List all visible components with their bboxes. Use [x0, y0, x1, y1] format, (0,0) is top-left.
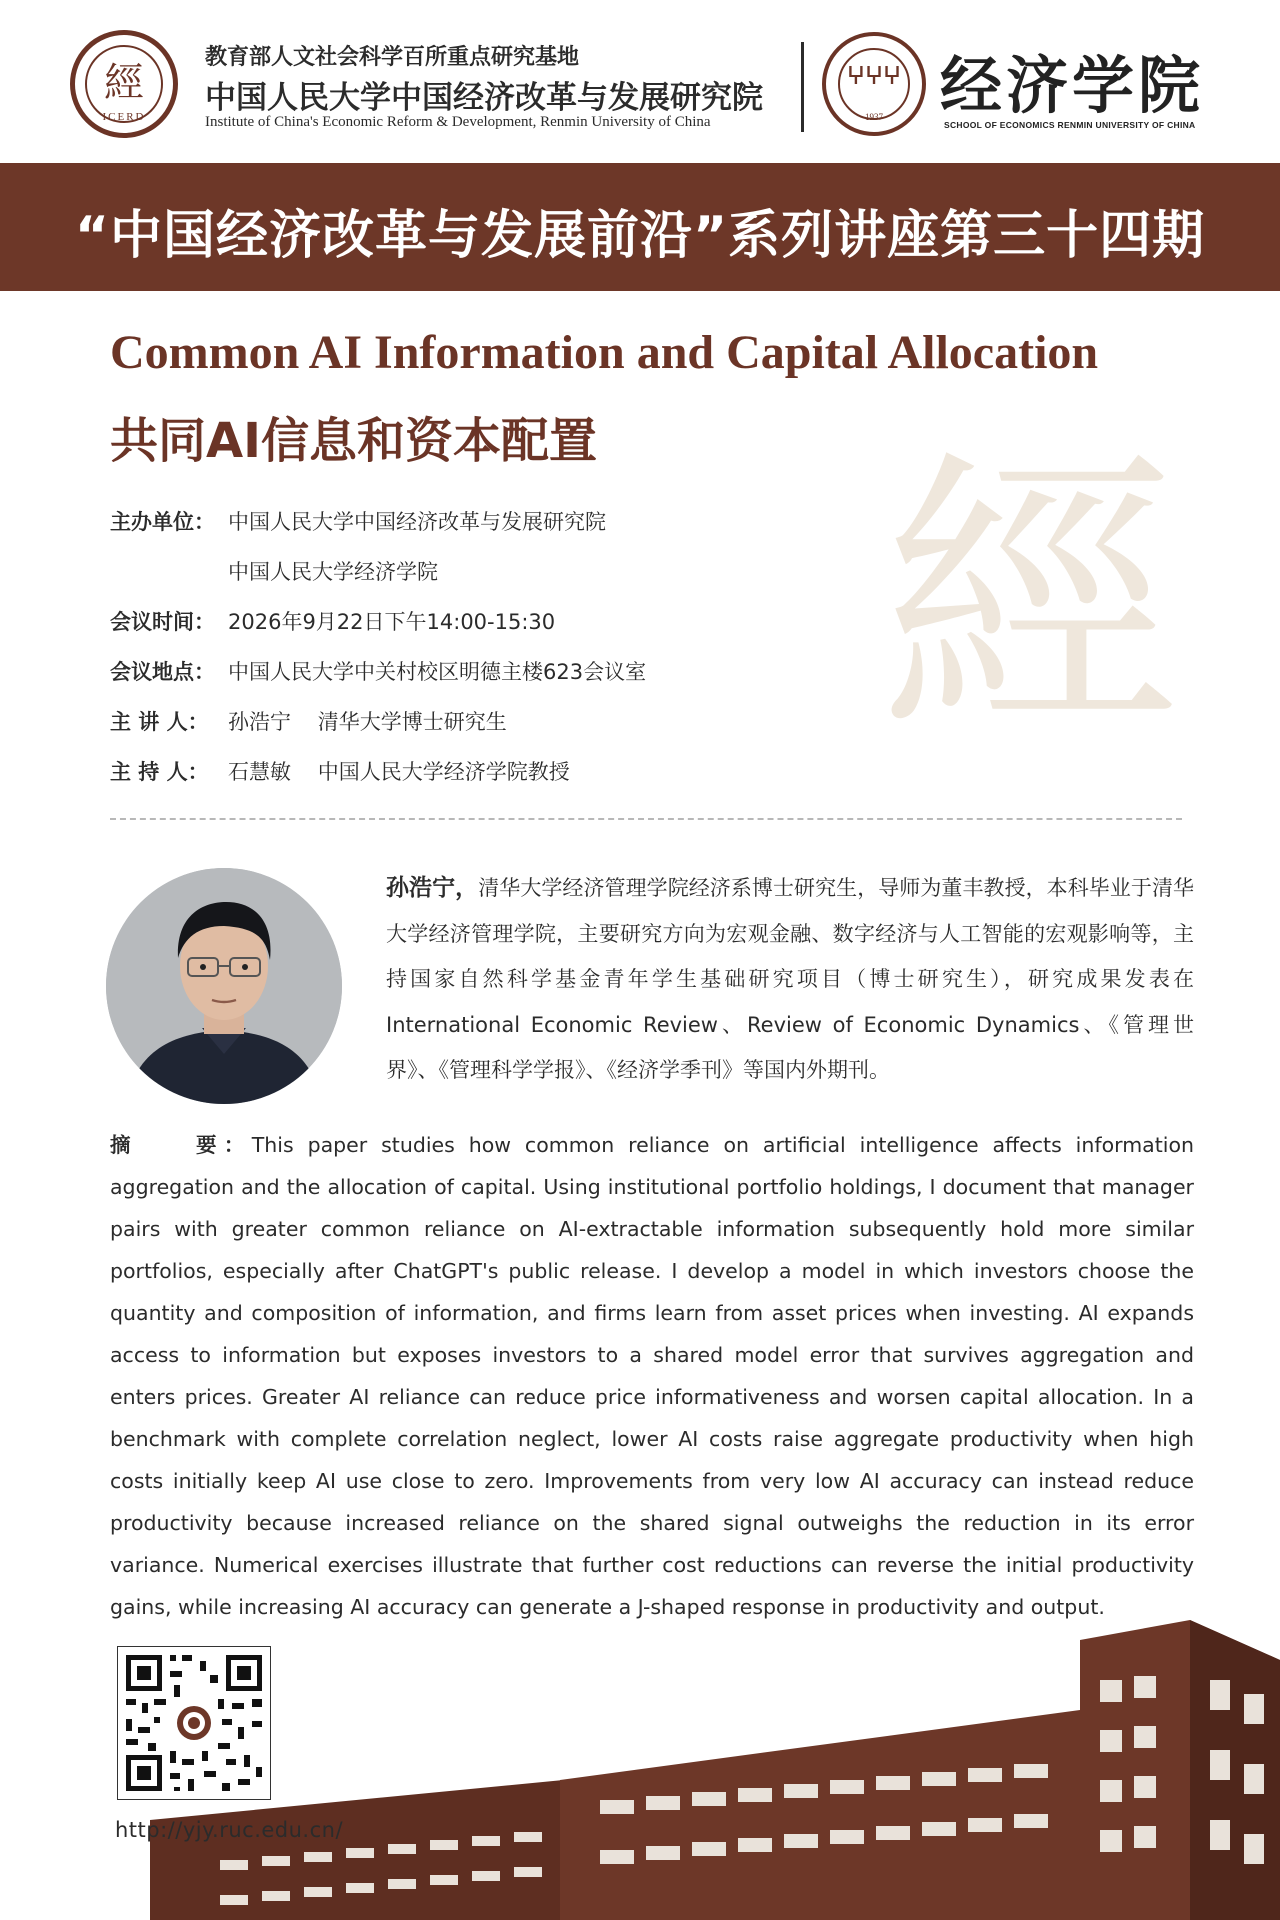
- renmin-logo-glyph: ⵖⵖⵖ: [846, 62, 902, 90]
- info-value: 2026年9月22日下午14:00-15:30: [228, 610, 556, 634]
- abstract: [110, 1124, 1194, 1628]
- info-row-time: [110, 596, 1010, 646]
- watermark-glyph: 經: [880, 425, 1180, 774]
- info-value: 中国人民大学中关村校区明德主楼623会议室: [228, 660, 647, 684]
- lecture-title-en: Common AI Information and Capital Allocation: [110, 326, 1099, 379]
- info-value: 中国人民大学经济学院: [228, 560, 438, 584]
- website-url[interactable]: http://yjy.ruc.edu.cn/: [115, 1818, 344, 1842]
- series-banner: [0, 163, 1280, 291]
- info-row-organizer-2: [110, 546, 1010, 596]
- speaker-bio: [386, 866, 1194, 1094]
- header-divider: [801, 42, 804, 132]
- school-name: 经济学院: [940, 49, 1205, 122]
- abstract-text: This paper studies how common reliance on artificial intelligence affects information aggregation and the allocation of capital. Using institutional portfolio holdings, I document that manager pairs with greater common reliance on AI-extractable information subsequently hold more similar portfolios, especially after ChatGPT's public release. I develop a model in which investors choose the quantity and composition of information, and firms learn from asset prices when investing. AI expands access to information but exposes investors to a shared model error that survives aggregation and enters prices. Greater AI reliance can reduce price informativeness and worsen capital allocation. In a benchmark with complete correlation neglect, lower AI costs raise aggregate productivity when high costs initially keep AI use close to zero. Improvements from very low AI accuracy can instead reduce productivity because increased reliance on the shared signal outweighs the reduction in its error variance. Numerical exercises illustrate that further cost reductions can reverse the initial productivity gains, while increasing AI accuracy can generate a J-shaped response in productivity and output.: [110, 1133, 1194, 1619]
- info-label: 会议时间：: [110, 610, 215, 634]
- info-value: 中国人民大学中国经济改革与发展研究院: [228, 510, 606, 534]
- info-label: 主 讲 人：: [110, 710, 209, 734]
- info-row-organizer: [110, 496, 1010, 546]
- speaker-bio-text: 清华大学经济管理学院经济系博士研究生，导师为董丰教授，本科毕业于清华大学经济管理学院，主要研究方向为宏观金融、数字经济与人工智能的宏观影响等，主持国家自然科学基金青年学生基础研究项目（博士研究生），研究成果发表在International Economic Review、Review of Economic Dynamics、《管理世界》、《管理科学学报》、《经济学季刊》等国内外期刊。: [386, 876, 1194, 1082]
- lecture-title-cn: 共同AI信息和资本配置: [110, 413, 598, 469]
- qr-code[interactable]: [117, 1646, 271, 1800]
- speaker-name: 孙浩宁，: [386, 875, 479, 901]
- institute-name: 中国人民大学中国经济改革与发展研究院: [205, 80, 763, 116]
- info-label: 主 持 人：: [110, 760, 209, 784]
- section-divider: [110, 818, 1182, 820]
- info-label: 会议地点：: [110, 660, 215, 684]
- institute-name-en: Institute of China's Economic Reform & Development, Renmin University of China: [205, 114, 711, 130]
- event-info: [110, 496, 1010, 796]
- speaker-avatar: [106, 868, 342, 1104]
- school-name-en: SCHOOL OF ECONOMICS RENMIN UNIVERSITY OF CHINA: [944, 120, 1196, 130]
- header: [0, 0, 1280, 160]
- renmin-university-logo: [822, 32, 926, 136]
- icerd-logo-label: ICERD: [102, 111, 146, 123]
- speaker-portrait-icon: [106, 868, 342, 1104]
- info-label: 主办单位：: [110, 510, 215, 534]
- qr-code-icon: [118, 1647, 270, 1799]
- info-row-speaker: [110, 696, 1010, 746]
- info-row-location: [110, 646, 1010, 696]
- info-value: 孙浩宁 清华大学博士研究生: [228, 710, 507, 734]
- info-row-host: [110, 746, 1010, 796]
- renmin-logo-label: 1937: [865, 112, 883, 122]
- institute-subtitle: 教育部人文社会科学百所重点研究基地: [205, 45, 580, 70]
- info-value: 石慧敏 中国人民大学经济学院教授: [228, 760, 570, 784]
- abstract-label: 摘 要：: [110, 1133, 252, 1157]
- series-title: “中国经济改革与发展前沿”系列讲座第三十四期: [74, 206, 1206, 266]
- icerd-logo-glyph: 經: [104, 60, 144, 106]
- icerd-logo: [70, 30, 178, 138]
